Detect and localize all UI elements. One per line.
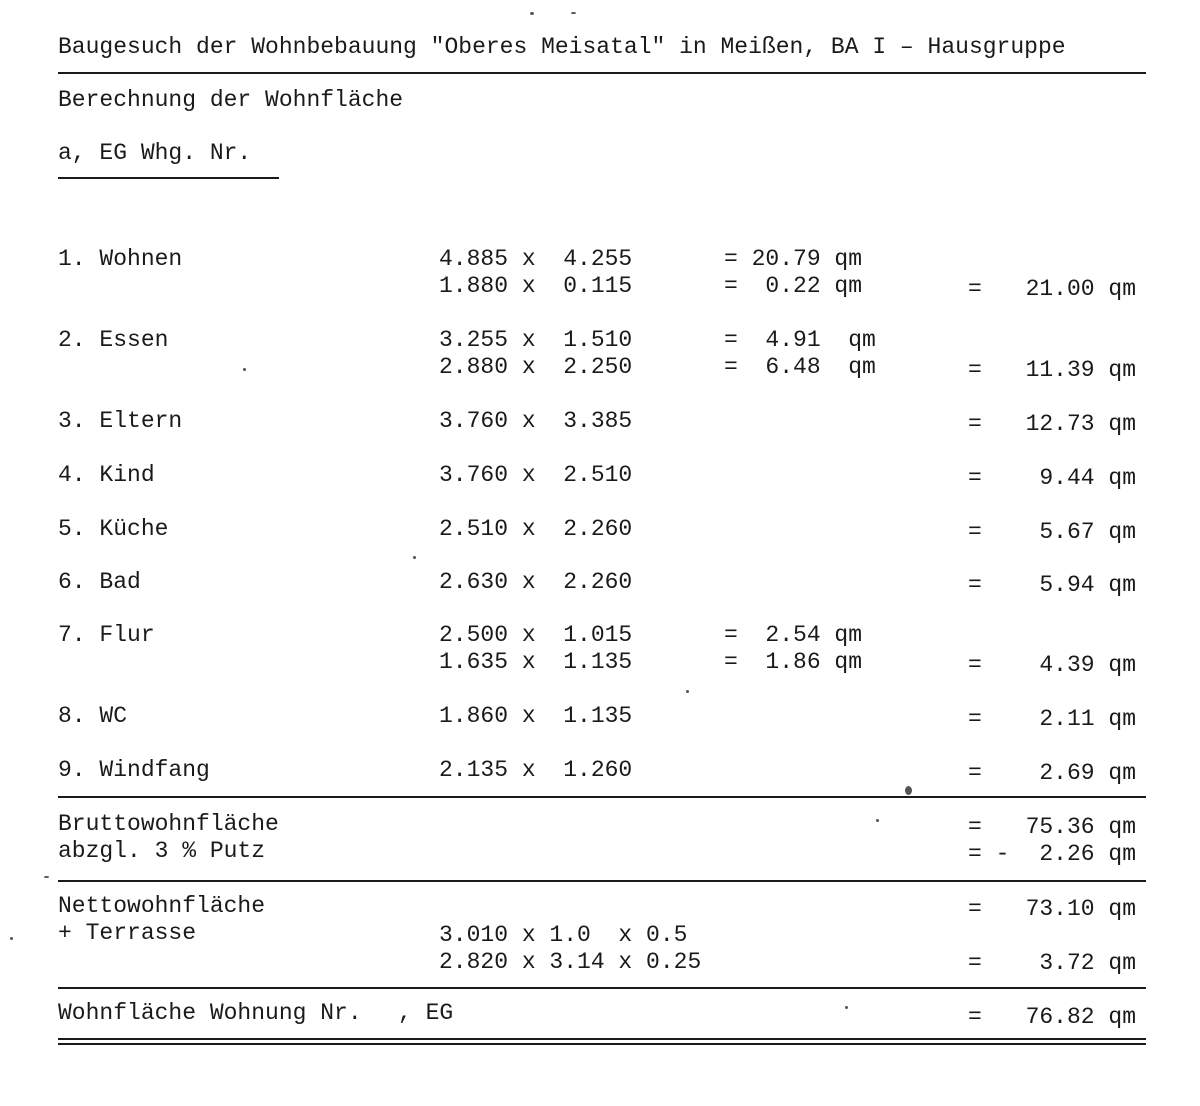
document-subtitle: Berechnung der Wohnfläche	[58, 87, 404, 113]
scan-speck	[413, 556, 416, 559]
scan-speck	[571, 12, 576, 14]
room-calc: 2.880 x 2.250	[439, 354, 633, 380]
scan-speck	[876, 819, 879, 822]
room-total-equals: =	[968, 652, 982, 678]
putz-label: abzgl. 3 % Putz	[58, 838, 266, 864]
brutto-label: Bruttowohnfläche	[58, 811, 279, 837]
room-name: 2. Essen	[58, 327, 169, 353]
room-total-equals: =	[968, 357, 982, 383]
final-separator	[58, 987, 1146, 989]
netto-label: Nettowohnfläche	[58, 893, 266, 919]
room-subtotal: = 6.48 qm	[724, 354, 876, 380]
room-total: 5.94 qm	[1039, 572, 1136, 598]
room-calc: 3.760 x 3.385	[439, 408, 633, 434]
double-underline-top	[58, 1038, 1146, 1040]
scan-speck	[243, 368, 246, 371]
room-calc: 1.860 x 1.135	[439, 703, 633, 729]
room-subtotal: = 1.86 qm	[724, 649, 863, 675]
room-calc: 3.255 x 1.510	[439, 327, 633, 353]
room-calc: 2.630 x 2.260	[439, 569, 633, 595]
room-total-equals: =	[968, 519, 982, 545]
room-calc: 2.510 x 2.260	[439, 516, 633, 542]
scan-speck	[44, 876, 49, 878]
room-total-equals: =	[968, 706, 982, 732]
scan-speck	[686, 690, 689, 693]
room-name: 8. WC	[58, 703, 128, 729]
room-total-equals: =	[968, 760, 982, 786]
putz-equals: = -	[968, 841, 1010, 867]
room-subtotal: = 4.91 qm	[724, 327, 876, 353]
room-name: 9. Windfang	[58, 757, 210, 783]
room-total: 12.73 qm	[1025, 411, 1136, 437]
room-calc: 4.885 x 4.255	[439, 246, 633, 272]
final-label: Wohnfläche Wohnung Nr.	[58, 1000, 362, 1026]
section-underline	[58, 177, 279, 179]
room-total-equals: =	[968, 411, 982, 437]
final-value: 76.82 qm	[1025, 1004, 1136, 1030]
terrasse-calc-2: 2.820 x 3.14 x 0.25	[439, 949, 702, 975]
room-total-equals: =	[968, 465, 982, 491]
room-total-equals: =	[968, 276, 982, 302]
room-subtotal: = 20.79 qm	[724, 246, 863, 272]
room-name: 5. Küche	[58, 516, 169, 542]
room-calc: 3.760 x 2.510	[439, 462, 633, 488]
brutto-value: 75.36 qm	[1025, 814, 1136, 840]
document-title: Baugesuch der Wohnbebauung "Oberes Meisatal" in Meißen, BA I – Hausgruppe	[58, 34, 1066, 60]
room-calc: 2.500 x 1.015	[439, 622, 633, 648]
room-name: 1. Wohnen	[58, 246, 183, 272]
terrasse-equals: =	[968, 950, 982, 976]
room-total: 2.11 qm	[1039, 706, 1136, 732]
final-suffix: , EG	[398, 1000, 454, 1026]
room-name: 3. Eltern	[58, 408, 183, 434]
double-underline-bottom	[58, 1043, 1146, 1045]
room-calc: 1.880 x 0.115	[439, 273, 633, 299]
room-total: 21.00 qm	[1025, 276, 1136, 302]
room-total: 11.39 qm	[1025, 357, 1136, 383]
terrasse-value: 3.72 qm	[1039, 950, 1136, 976]
room-name: 7. Flur	[58, 622, 155, 648]
netto-separator	[58, 880, 1146, 882]
room-total: 2.69 qm	[1039, 760, 1136, 786]
room-total: 5.67 qm	[1039, 519, 1136, 545]
room-total-equals: =	[968, 572, 982, 598]
scan-speck	[905, 786, 912, 795]
terrasse-calc-1: 3.010 x 1.0 x 0.5	[439, 922, 688, 948]
room-total: 4.39 qm	[1039, 652, 1136, 678]
netto-value: 73.10 qm	[1025, 896, 1136, 922]
room-subtotal: = 2.54 qm	[724, 622, 863, 648]
title-underline	[58, 72, 1146, 74]
scan-speck	[530, 12, 534, 15]
terrasse-label: + Terrasse	[58, 920, 197, 946]
room-total: 9.44 qm	[1039, 465, 1136, 491]
final-equals: =	[968, 1004, 982, 1030]
room-name: 6. Bad	[58, 569, 141, 595]
section-heading: a, EG Whg. Nr.	[58, 140, 252, 166]
putz-value: 2.26 qm	[1039, 841, 1136, 867]
room-calc: 2.135 x 1.260	[439, 757, 633, 783]
room-calc: 1.635 x 1.135	[439, 649, 633, 675]
room-subtotal: = 0.22 qm	[724, 273, 863, 299]
scan-speck	[10, 937, 13, 940]
netto-equals: =	[968, 896, 982, 922]
scan-speck	[845, 1006, 848, 1009]
room-name: 4. Kind	[58, 462, 155, 488]
brutto-separator	[58, 796, 1146, 798]
brutto-equals: =	[968, 814, 982, 840]
